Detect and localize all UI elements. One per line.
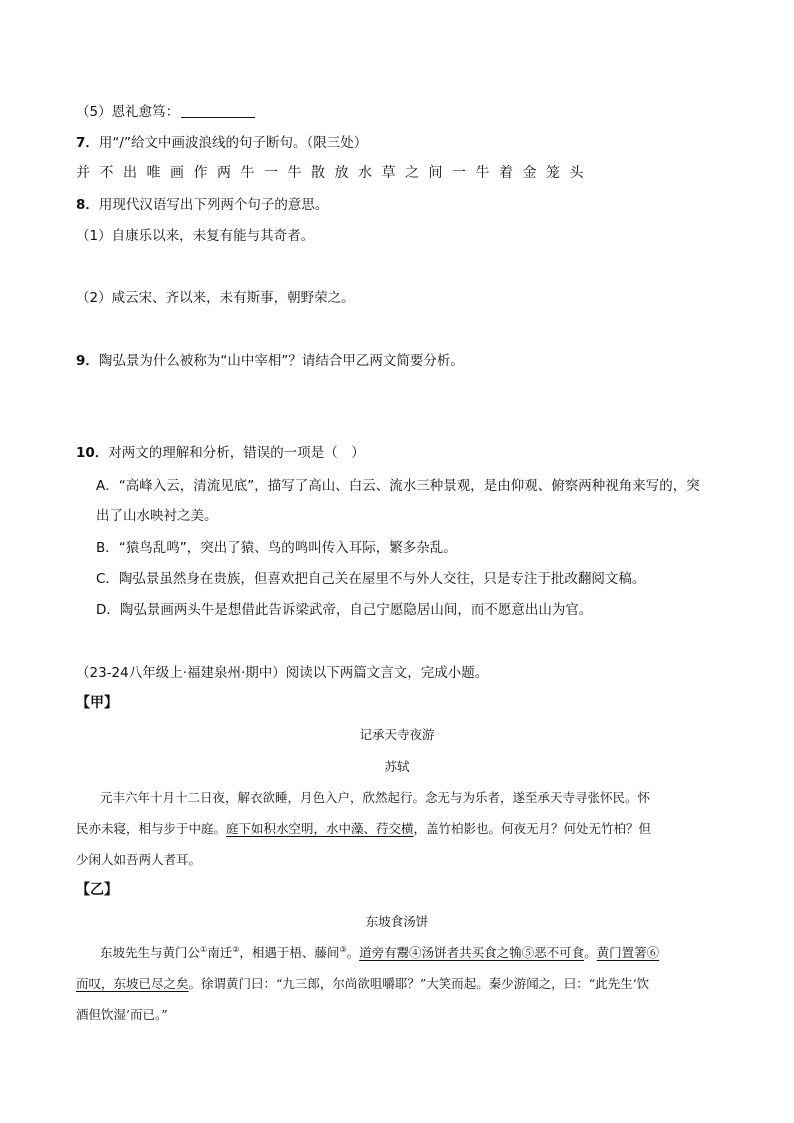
question-9 (76, 352, 464, 370)
passage-jia-text: ，盖竹柏影也。何夜无月？何处无竹柏？但 (413, 821, 652, 836)
question-8-number: 8． (76, 197, 99, 213)
question-8-sentence-1: （1）自康乐以来，未复有能与其奇者。 (76, 228, 315, 244)
passage-yi-line-2 (76, 975, 649, 993)
q6-item-5 (76, 103, 255, 121)
question-9-text: 陶弘景为什么被称为“山中宰相”？请结合甲乙两文简要分析。 (98, 353, 464, 369)
passage-jia-label: 【甲】 (76, 695, 118, 711)
passage-jia-underlined: 庭下如积水空明，水中藻、荇交横 (226, 821, 414, 836)
passage-yi-underlined: 黄门置箸⑥ (596, 945, 660, 960)
question-10 (76, 444, 365, 462)
option-a-line-1: A．“高峰入云，清流见底”，描写了高山、白云、流水三种景观，是由仰观、俯察两种视角来写的，突 (96, 478, 700, 494)
passage-yi-text: 。 (584, 945, 597, 960)
passage-yi-text: ，相遇于梧、藤间 (239, 945, 340, 960)
question-10-text: 对两文的理解和分析，错误的一项是（ ） (108, 445, 365, 461)
question-10-number: 10． (76, 445, 109, 461)
passage-yi-text: 东坡先生与黄门公 (100, 945, 201, 960)
question-8 (76, 196, 328, 214)
question-7-number: 7． (76, 135, 99, 151)
option-a-line-2: 出了山水映衬之美。 (96, 508, 218, 524)
passage-jia-author: 苏轼 (384, 759, 410, 774)
passage-jia-text: 民亦未寝，相与步于中庭。 (76, 821, 227, 836)
option-d: D．陶弘景画两头牛是想借此告诉梁武帝，自己宁愿隐居山间，而不愿意出山为官。 (96, 602, 593, 618)
question-7 (76, 134, 367, 152)
question-8-text: 用现代汉语写出下列两个句子的意思。 (98, 197, 329, 213)
question-8-sentence-2: （2）咸云宋、齐以来，未有斯事，朝野荣之。 (76, 290, 355, 306)
passage-yi-line-1 (100, 944, 659, 962)
passage-jia-line-3: 少闲人如吾两人者耳。 (76, 852, 202, 867)
question-7-sentence: 并不出唯画作两牛一牛散放水草之间一牛着金笼头 (76, 165, 593, 181)
passage-jia-line-2 (76, 820, 651, 838)
q6-item-5-label: （5）恩礼愈笃： (76, 104, 180, 120)
answer-blank[interactable] (181, 103, 255, 118)
question-7-text: 用“/”给文中画波浪线的句子断句。（限三处） (98, 135, 368, 151)
footnote-marker: ① (200, 944, 208, 954)
passage-yi-text: 。 (346, 945, 360, 960)
option-b: B．“猿鸟乱鸣”，突出了猿、鸟的鸣叫传入耳际，繁多杂乱。 (96, 540, 457, 556)
passage-yi-underlined: 而叹，东坡已尽之矣 (76, 976, 189, 991)
passage-jia-line-1: 元丰六年十月十二日夜，解衣欲睡，月色入户，欣然起行。念无与为乐者，遂至承天寺寻张怀民。怀 (100, 790, 651, 805)
passage-yi-title: 东坡食汤饼 (365, 914, 429, 929)
footnote-marker: ② (232, 944, 240, 954)
passage-yi-underlined: 道旁有鬻④汤饼者共买食之觕⑤恶不可食 (359, 945, 585, 960)
option-c: C．陶弘景虽然身在贵族，但喜欢把自己关在屋里不与外人交往，只是专注于批改翻阅文稿。 (96, 571, 646, 587)
question-9-number: 9． (76, 353, 99, 369)
passage-yi-text: 。徐谓黄门曰：“九三郎，尔尚欲咀嚼耶？”大笑而起。秦少游闻之，曰：“此先生‘饮 (188, 976, 650, 991)
passage-yi-label: 【乙】 (76, 882, 118, 898)
footnote-marker: ③ (339, 944, 347, 954)
passage-yi-line-3: 酒但饮湿’而已。” (76, 1007, 168, 1022)
section-intro: （23-24八年级上·福建泉州·期中）阅读以下两篇文言文，完成小题。 (76, 665, 489, 681)
passage-jia-title: 记承天寺夜游 (359, 727, 435, 742)
passage-yi-text: 南迁 (207, 945, 233, 960)
